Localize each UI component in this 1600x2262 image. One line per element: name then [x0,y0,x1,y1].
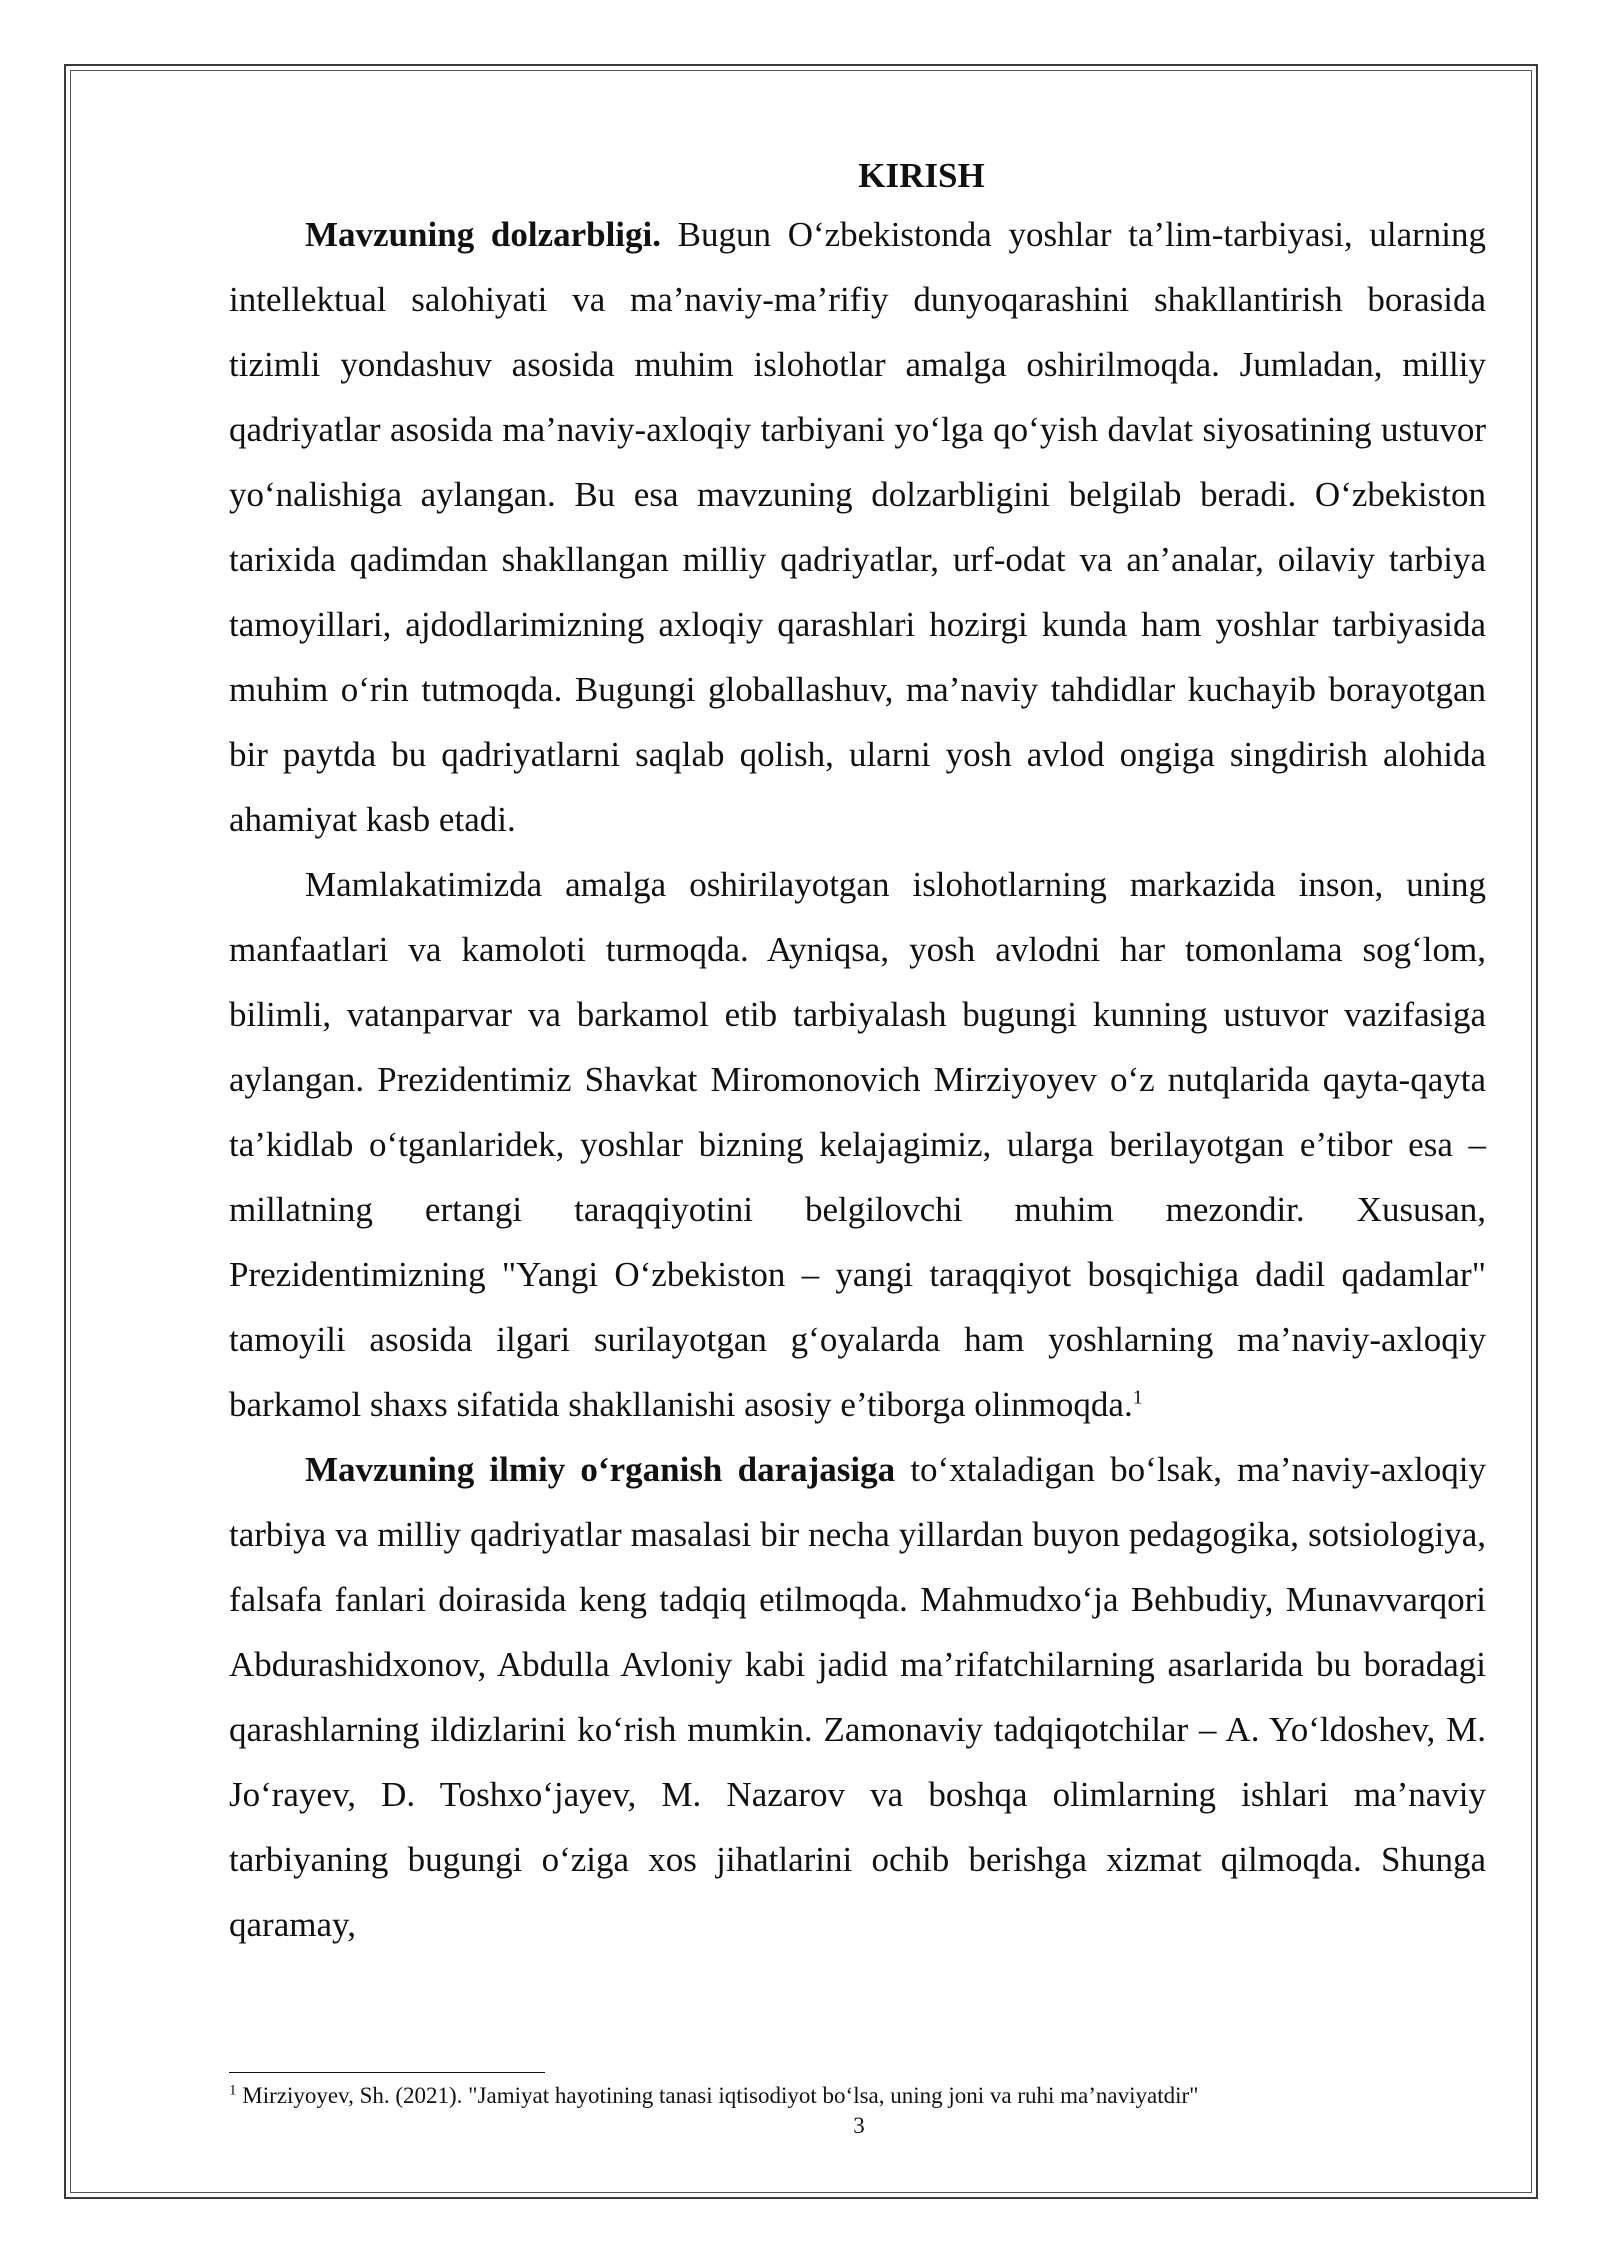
page-content [229,150,1486,1957]
paragraph-study-level [229,1437,1486,1957]
paragraph-lead: Mavzuning dolzarbligi. [305,215,662,254]
paragraph-text: to‘xtaladigan bo‘lsak, ma’naviy-axloqiy tarbiya va milliy qadriyatlar masalasi bir necha yillardan buyon pedagogika, sotsiologiya, falsafa fanlari doirasida keng tadqiq etilmoqda. Mahmudxo‘ja Behbudiy, Munavvarqori Abdurashidxonov, Abdulla Avloniy kabi jadid ma’rifatchilarning asarlarida bu boradagi qarashlarning ildizlarini ko‘rish mumkin. Zamonaviy tadqiqotchilar – A. Yo‘ldoshev, M. Jo‘rayev, D. Toshxo‘jayev, M. Nazarov va boshqa olimlarning ishlari ma’naviy tarbiyaning bugungi o‘ziga xos jihatlarini ochib berishga xizmat qilmoqda. Shunga qaramay, [229,1450,1486,1944]
paragraph-text: Bugun O‘zbekistonda yoshlar ta’lim-tarbiyasi, ularning intellektual salohiyati va ma’naviy-ma’rifiy dunyoqarashini shakllantirish borasida tizimli yondashuv asosida muhim islohotlar amalga oshirilmoqda. Jumladan, milliy qadriyatlar asosida ma’naviy-axloqiy tarbiyani yo‘lga qo‘yish davlat siyosatining ustuvor yo‘nalishiga aylangan. Bu esa mavzuning dolzarbligini belgilab beradi. O‘zbekiston tarixida qadimdan shakllangan milliy qadriyatlar, urf-odat va an’analar, oilaviy tarbiya tamoyillari, ajdodlarimizning axloqiy qarashlari hozirgi kunda ham yoshlar tarbiyasida muhim o‘rin tutmoqda. Bugungi globallashuv, ma’naviy tahdidlar kuchayib borayotgan bir paytda bu qadriyatlarni saqlab qolish, ularni yosh avlod ongiga singdirish alohida ahamiyat kasb etadi. [229,215,1486,839]
paragraph-relevance [229,202,1486,852]
page-number: 3 [853,2113,865,2138]
footnote-reference[interactable]: 1 [1132,1386,1143,1409]
paragraph-text: Mamlakatimizda amalga oshirilayotgan islohotlarning markazida inson, uning manfaatlari va kamoloti turmoqda. Ayniqsa, yosh avlodni har tomonlama sog‘lom, bilimli, vatanparvar va barkamol etib tarbiyalash bugungi kunning ustuvor vazifasiga aylangan. Prezidentimiz Shavkat Miromonovich Mirziyoyev o‘z nutqlarida qayta-qayta ta’kidlab o‘tganlaridek, yoshlar bizning kelajagimiz, ularga berilayotgan e’tibor esa – millatning ertangi taraqqiyotini belgilovchi muhim mezondir. Xususan, Prezidentimizning "Yangi O‘zbekiston – yangi taraqqiyot bosqichiga dadil qadamlar" tamoyili asosida ilgari surilayotgan g‘oyalarda ham yoshlarning ma’naviy-axloqiy barkamol shaxs sifatida shakllanishi asosiy e’tiborga olinmoqda. [229,865,1486,1424]
footnote-separator [229,2072,545,2073]
page-title: KIRISH [858,156,985,195]
footnote-marker: 1 [229,2082,237,2099]
footnote-text: Mirziyoyev, Sh. (2021). "Jamiyat hayotining tanasi iqtisodiyot bo‘lsa, uning joni va ruhi ma’naviyatdir" [236,2083,1199,2108]
paragraph-reforms [229,852,1486,1437]
footnote [229,2081,1486,2111]
paragraph-lead: Mavzuning ilmiy o‘rganish darajasiga [305,1450,896,1489]
